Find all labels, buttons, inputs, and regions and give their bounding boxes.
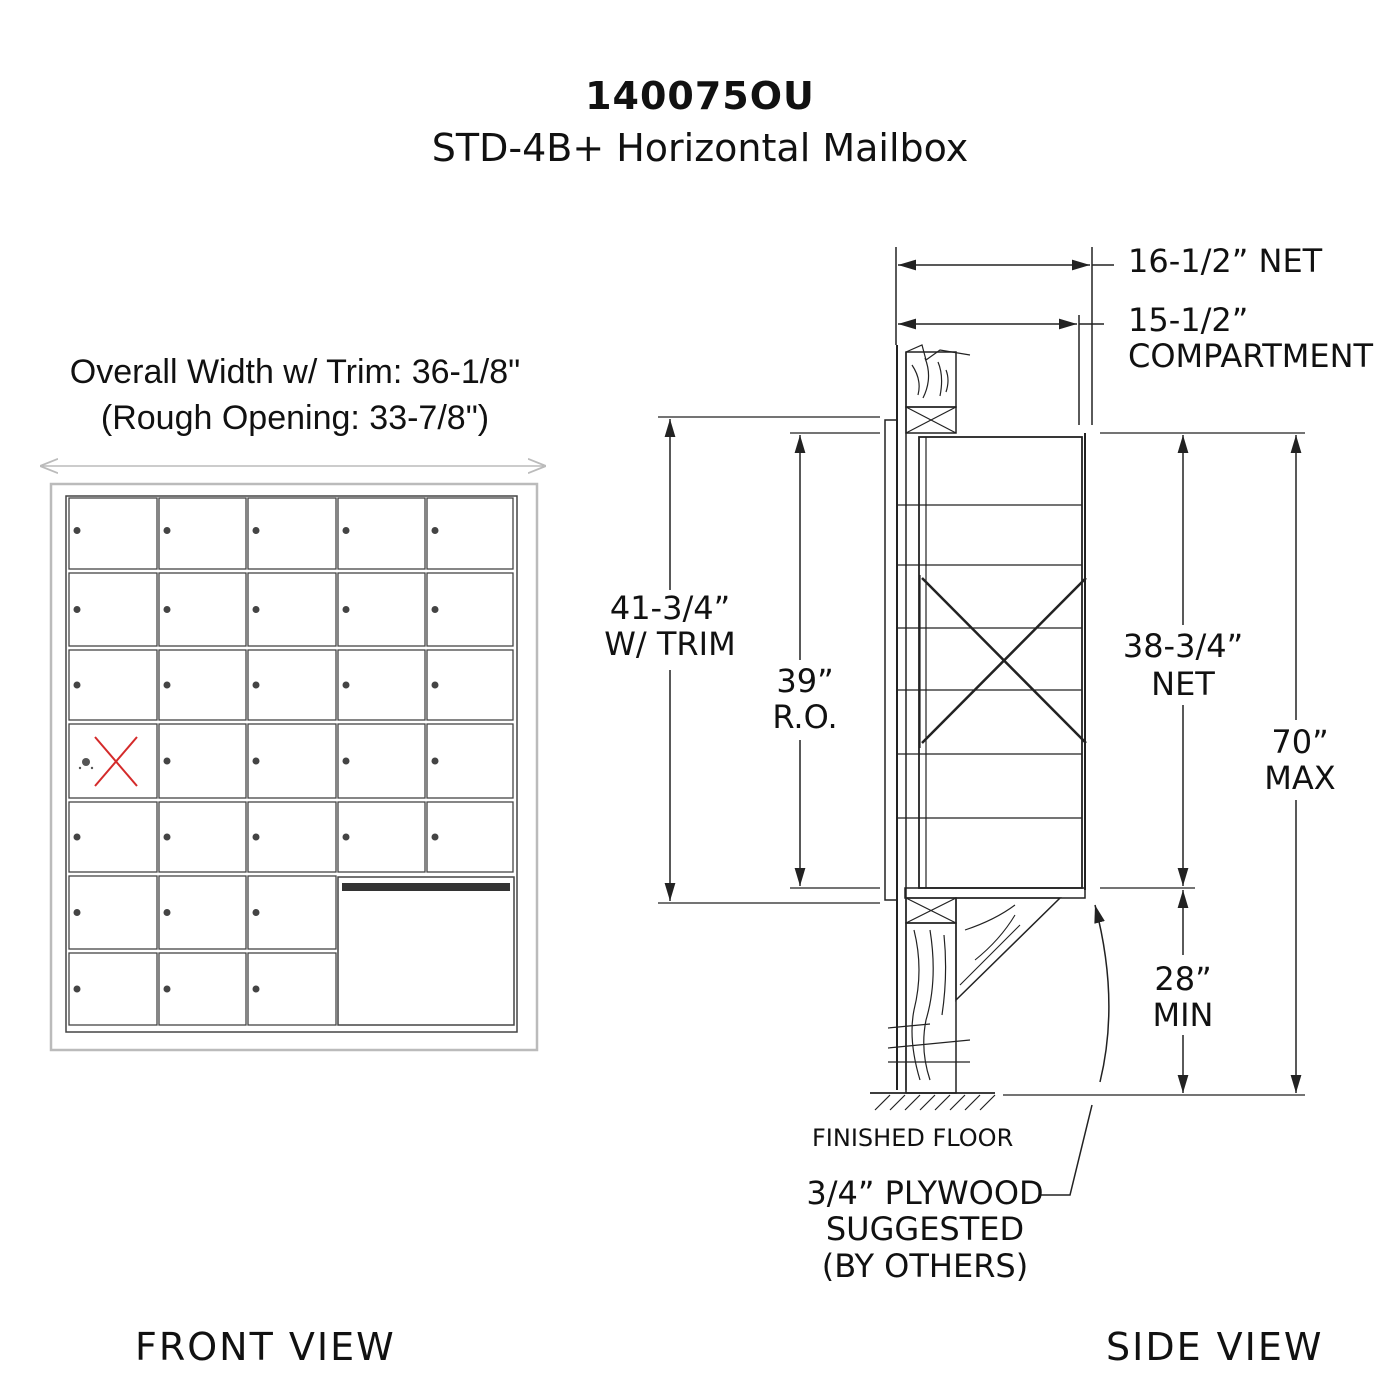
door-lock (164, 527, 171, 534)
finished-floor-hatch (870, 1093, 995, 1110)
door-lock (253, 758, 260, 765)
compartment-door (159, 573, 246, 646)
compartment-door (69, 953, 157, 1025)
door-lock (253, 527, 260, 534)
plywood-label-line2: SUGGESTED (825, 1210, 1025, 1248)
ro-height-label: R.O. (772, 698, 838, 736)
door-lock (253, 986, 260, 993)
compartment-door (248, 650, 336, 720)
compartment-door (69, 876, 157, 949)
compartment-door (427, 802, 513, 872)
door-lock (74, 909, 81, 916)
door-lock (253, 606, 260, 613)
door-lock (164, 758, 171, 765)
door-lock (164, 682, 171, 689)
door-lock (164, 909, 171, 916)
door-lock (164, 834, 171, 841)
compartment-door (69, 573, 157, 646)
plywood-leader (1095, 905, 1109, 1082)
compartment-door (427, 650, 513, 720)
door-lock (74, 527, 81, 534)
compartment-door (159, 802, 246, 872)
front-view (40, 466, 546, 1050)
door-lock (74, 986, 81, 993)
outgoing-mail-slot (342, 883, 510, 891)
net-depth-label: 16-1/2” NET (1128, 242, 1323, 280)
door-lock (74, 834, 81, 841)
door-lock (164, 606, 171, 613)
cabinet-frame (66, 496, 517, 1032)
compartment-depth-value: 15-1/2” (1128, 301, 1249, 339)
min-height-value: 28” (1154, 960, 1212, 998)
door-lock (253, 834, 260, 841)
parcel-locker (338, 877, 514, 1025)
plywood-label-line1: 3/4” PLYWOOD (806, 1174, 1044, 1212)
door-lock (432, 682, 439, 689)
door-lock (432, 758, 439, 765)
compartment-door (338, 498, 425, 569)
trim-height-label: W/ TRIM (604, 625, 736, 663)
plywood-label-line3: (BY OTHERS) (821, 1247, 1029, 1285)
compartment-door (248, 498, 336, 569)
compartment-doors (69, 498, 513, 1025)
overall-width-label: Overall Width w/ Trim: 36-1/8" (69, 353, 521, 391)
compartment-door (248, 802, 336, 872)
door-lock (253, 682, 260, 689)
door-lock (343, 834, 350, 841)
compartment-door (159, 498, 246, 569)
compartment-door (248, 876, 336, 949)
door-lock (164, 986, 171, 993)
door-lock (343, 527, 350, 534)
compartment-door (69, 498, 157, 569)
max-height-label: MAX (1264, 759, 1336, 797)
compartment-door (427, 573, 513, 646)
door-lock (253, 909, 260, 916)
max-height-value: 70” (1271, 723, 1329, 761)
front-view-label: FRONT VIEW (135, 1325, 396, 1369)
compartment-door (338, 650, 425, 720)
door-lock (432, 606, 439, 613)
compartment-door (159, 650, 246, 720)
door-lock (343, 758, 350, 765)
compartment-door (248, 573, 336, 646)
net-height-value: 38-3/4” (1122, 627, 1244, 665)
rough-opening-label: (Rough Opening: 33-7/8") (100, 399, 490, 437)
door-lock (432, 834, 439, 841)
compartment-door (159, 724, 246, 798)
master-door-x-mark (79, 737, 137, 786)
mailbox-side-profile (885, 420, 1086, 900)
min-height-label: MIN (1152, 996, 1214, 1034)
upper-wall-stud (906, 345, 970, 433)
compartment-door (427, 724, 513, 798)
model-number: 140075OU (585, 74, 815, 118)
door-lock (343, 606, 350, 613)
compartment-door (338, 724, 425, 798)
lower-wall-stud (888, 898, 1060, 1093)
compartment-depth-label: COMPARTMENT (1128, 337, 1374, 375)
compartment-door (69, 650, 157, 720)
compartment-door (159, 876, 246, 949)
ro-height-value: 39” (776, 662, 834, 700)
compartment-door (248, 724, 336, 798)
compartment-door (338, 802, 425, 872)
compartment-door (69, 802, 157, 872)
trim-height-value: 41-3/4” (609, 589, 731, 627)
finished-floor-label: FINISHED FLOOR (812, 1124, 1014, 1152)
door-lock (74, 682, 81, 689)
net-height-label: NET (1151, 665, 1215, 703)
compartment-door (338, 573, 425, 646)
door-lock (74, 606, 81, 613)
side-view-label: SIDE VIEW (1106, 1325, 1324, 1369)
compartment-door (248, 953, 336, 1025)
product-subtitle: STD-4B+ Horizontal Mailbox (431, 126, 969, 170)
compartment-door (427, 498, 513, 569)
door-lock (432, 527, 439, 534)
compartment-door (159, 953, 246, 1025)
door-lock (343, 682, 350, 689)
